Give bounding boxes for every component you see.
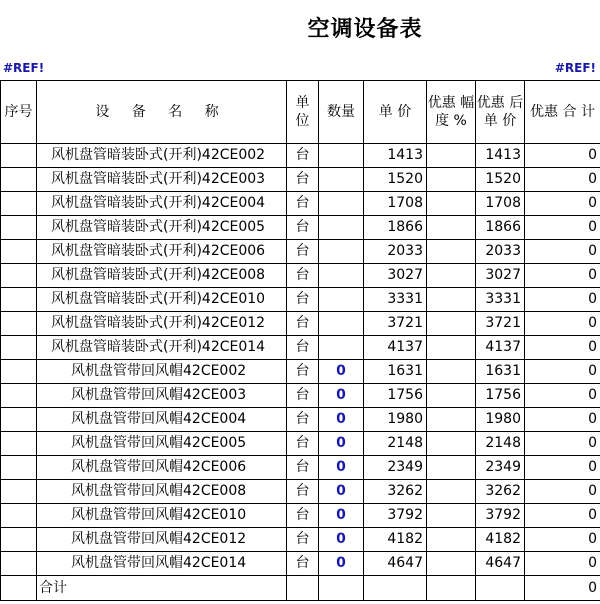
qty-cell[interactable]: 0 <box>319 456 364 480</box>
unit-cell[interactable]: 台 <box>287 144 319 168</box>
equipment-name[interactable]: 风机盘管暗装卧式(开利)42CE012 <box>37 312 287 336</box>
header-index: 序号 <box>1 81 37 144</box>
discount-price-cell[interactable]: 1980 <box>476 408 525 432</box>
qty-cell[interactable] <box>319 312 364 336</box>
index-cell[interactable] <box>1 432 37 456</box>
equipment-name[interactable]: 风机盘管带回风帽42CE004 <box>37 408 287 432</box>
price-cell[interactable]: 3721 <box>364 312 427 336</box>
discount-rate-cell[interactable] <box>427 168 476 192</box>
price-cell[interactable]: 4647 <box>364 552 427 576</box>
index-cell[interactable] <box>1 216 37 240</box>
qty-cell[interactable] <box>319 192 364 216</box>
table-row <box>1 528 600 552</box>
total-row <box>1 576 600 601</box>
qty-cell[interactable] <box>319 168 364 192</box>
discount-rate-cell[interactable] <box>427 408 476 432</box>
equipment-name[interactable]: 风机盘管暗装卧式(开利)42CE014 <box>37 336 287 360</box>
table-row <box>1 216 600 240</box>
discount-price-cell[interactable]: 2148 <box>476 432 525 456</box>
index-cell[interactable] <box>1 336 37 360</box>
price-cell[interactable]: 1520 <box>364 168 427 192</box>
discount-rate-cell[interactable] <box>427 216 476 240</box>
discount-total-cell[interactable]: 0 <box>525 528 600 552</box>
index-cell[interactable] <box>1 552 37 576</box>
table-row <box>1 240 600 264</box>
header-discount-price: 优惠 后单 价 <box>476 81 525 144</box>
discount-total-cell[interactable]: 0 <box>525 240 600 264</box>
discount-total-cell[interactable]: 0 <box>525 552 600 576</box>
discount-total-cell[interactable]: 0 <box>525 144 600 168</box>
index-cell[interactable] <box>1 144 37 168</box>
index-cell[interactable] <box>1 288 37 312</box>
discount-total-cell[interactable]: 0 <box>525 264 600 288</box>
total-qty-cell[interactable] <box>319 576 364 601</box>
index-cell[interactable] <box>1 384 37 408</box>
header-discount-rate: 优惠 幅度 % <box>427 81 476 144</box>
qty-cell[interactable]: 0 <box>319 552 364 576</box>
unit-cell[interactable]: 台 <box>287 384 319 408</box>
qty-cell[interactable]: 0 <box>319 432 364 456</box>
header-row <box>1 81 600 144</box>
equipment-name[interactable]: 风机盘管带回风帽42CE010 <box>37 504 287 528</box>
unit-cell[interactable]: 台 <box>287 288 319 312</box>
discount-price-cell[interactable]: 4137 <box>476 336 525 360</box>
table-row <box>1 336 600 360</box>
unit-cell[interactable]: 台 <box>287 432 319 456</box>
table-row <box>1 408 600 432</box>
discount-price-cell[interactable]: 3262 <box>476 480 525 504</box>
discount-rate-cell[interactable] <box>427 336 476 360</box>
discount-price-cell[interactable]: 2349 <box>476 456 525 480</box>
discount-rate-cell[interactable] <box>427 144 476 168</box>
discount-total-cell[interactable]: 0 <box>525 456 600 480</box>
table-row <box>1 432 600 456</box>
unit-cell[interactable]: 台 <box>287 240 319 264</box>
discount-price-cell[interactable]: 1413 <box>476 144 525 168</box>
table-row <box>1 552 600 576</box>
index-cell[interactable] <box>1 528 37 552</box>
discount-price-cell[interactable]: 3331 <box>476 288 525 312</box>
discount-rate-cell[interactable] <box>427 504 476 528</box>
equipment-name[interactable]: 风机盘管暗装卧式(开利)42CE005 <box>37 216 287 240</box>
price-cell[interactable]: 1708 <box>364 192 427 216</box>
header-name: 设 备 名 称 <box>37 81 287 144</box>
table-row <box>1 384 600 408</box>
price-cell[interactable]: 2349 <box>364 456 427 480</box>
equipment-name[interactable]: 风机盘管带回风帽42CE012 <box>37 528 287 552</box>
index-cell[interactable] <box>1 456 37 480</box>
total-index-cell[interactable] <box>1 576 37 601</box>
unit-cell[interactable]: 台 <box>287 456 319 480</box>
equipment-name[interactable]: 风机盘管暗装卧式(开利)42CE004 <box>37 192 287 216</box>
index-cell[interactable] <box>1 312 37 336</box>
price-cell[interactable]: 3262 <box>364 480 427 504</box>
equipment-name[interactable]: 风机盘管暗装卧式(开利)42CE006 <box>37 240 287 264</box>
total-rate-cell[interactable] <box>427 576 476 601</box>
discount-total-cell[interactable]: 0 <box>525 192 600 216</box>
discount-rate-cell[interactable] <box>427 528 476 552</box>
discount-price-cell[interactable]: 1520 <box>476 168 525 192</box>
table-row <box>1 264 600 288</box>
header-qty: 数量 <box>319 81 364 144</box>
discount-total-cell[interactable]: 0 <box>525 312 600 336</box>
discount-price-cell[interactable]: 2033 <box>476 240 525 264</box>
price-cell[interactable]: 2033 <box>364 240 427 264</box>
price-cell[interactable]: 3792 <box>364 504 427 528</box>
price-cell[interactable]: 4137 <box>364 336 427 360</box>
price-cell[interactable]: 1980 <box>364 408 427 432</box>
total-price-cell[interactable] <box>364 576 427 601</box>
equipment-name[interactable]: 风机盘管带回风帽42CE014 <box>37 552 287 576</box>
discount-rate-cell[interactable] <box>427 480 476 504</box>
discount-price-cell[interactable]: 1756 <box>476 384 525 408</box>
qty-cell[interactable]: 0 <box>319 360 364 384</box>
unit-cell[interactable]: 台 <box>287 408 319 432</box>
price-cell[interactable]: 1413 <box>364 144 427 168</box>
discount-total-cell[interactable]: 0 <box>525 216 600 240</box>
price-cell[interactable]: 2148 <box>364 432 427 456</box>
discount-rate-cell[interactable] <box>427 456 476 480</box>
discount-total-cell[interactable]: 0 <box>525 360 600 384</box>
table-row <box>1 456 600 480</box>
unit-cell[interactable]: 台 <box>287 480 319 504</box>
index-cell[interactable] <box>1 408 37 432</box>
index-cell[interactable] <box>1 264 37 288</box>
discount-total-cell[interactable]: 0 <box>525 504 600 528</box>
equipment-name[interactable]: 风机盘管暗装卧式(开利)42CE003 <box>37 168 287 192</box>
equipment-name[interactable]: 风机盘管带回风帽42CE003 <box>37 384 287 408</box>
qty-cell[interactable] <box>319 264 364 288</box>
discount-rate-cell[interactable] <box>427 552 476 576</box>
unit-cell[interactable]: 台 <box>287 312 319 336</box>
discount-total-cell[interactable]: 0 <box>525 432 600 456</box>
total-discount-price-cell[interactable] <box>476 576 525 601</box>
equipment-name[interactable]: 风机盘管暗装卧式(开利)42CE008 <box>37 264 287 288</box>
equipment-name[interactable]: 风机盘管带回风帽42CE005 <box>37 432 287 456</box>
unit-cell[interactable]: 台 <box>287 504 319 528</box>
qty-cell[interactable] <box>319 288 364 312</box>
table-row <box>1 144 600 168</box>
qty-cell[interactable]: 0 <box>319 480 364 504</box>
unit-cell[interactable]: 台 <box>287 336 319 360</box>
unit-cell[interactable]: 台 <box>287 264 319 288</box>
index-cell[interactable] <box>1 168 37 192</box>
table-row <box>1 504 600 528</box>
table-row <box>1 192 600 216</box>
equipment-table <box>0 80 600 601</box>
total-unit-cell[interactable] <box>287 576 319 601</box>
price-cell[interactable]: 3027 <box>364 264 427 288</box>
discount-rate-cell[interactable] <box>427 384 476 408</box>
discount-price-cell[interactable]: 3792 <box>476 504 525 528</box>
ref-error-left: #REF! <box>3 61 45 75</box>
qty-cell[interactable] <box>319 240 364 264</box>
equipment-name[interactable]: 风机盘管暗装卧式(开利)42CE010 <box>37 288 287 312</box>
unit-cell[interactable]: 台 <box>287 168 319 192</box>
discount-rate-cell[interactable] <box>427 432 476 456</box>
discount-rate-cell[interactable] <box>427 240 476 264</box>
equipment-name[interactable]: 风机盘管带回风帽42CE008 <box>37 480 287 504</box>
qty-cell[interactable] <box>319 216 364 240</box>
discount-rate-cell[interactable] <box>427 360 476 384</box>
index-cell[interactable] <box>1 504 37 528</box>
index-cell[interactable] <box>1 360 37 384</box>
discount-rate-cell[interactable] <box>427 288 476 312</box>
equipment-name[interactable]: 风机盘管带回风帽42CE002 <box>37 360 287 384</box>
price-cell[interactable]: 3331 <box>364 288 427 312</box>
discount-price-cell[interactable]: 1708 <box>476 192 525 216</box>
qty-cell[interactable] <box>319 144 364 168</box>
qty-cell[interactable]: 0 <box>319 528 364 552</box>
discount-total-cell[interactable]: 0 <box>525 408 600 432</box>
unit-cell[interactable]: 台 <box>287 216 319 240</box>
price-cell[interactable]: 1631 <box>364 360 427 384</box>
table-row <box>1 168 600 192</box>
discount-rate-cell[interactable] <box>427 312 476 336</box>
index-cell[interactable] <box>1 480 37 504</box>
unit-cell[interactable]: 台 <box>287 360 319 384</box>
table-row <box>1 312 600 336</box>
total-label[interactable]: 合计 <box>37 576 287 601</box>
discount-rate-cell[interactable] <box>427 264 476 288</box>
table-row <box>1 288 600 312</box>
unit-cell[interactable]: 台 <box>287 192 319 216</box>
discount-total-cell[interactable]: 0 <box>525 384 600 408</box>
equipment-name[interactable]: 风机盘管暗装卧式(开利)42CE002 <box>37 144 287 168</box>
discount-price-cell[interactable]: 3027 <box>476 264 525 288</box>
qty-cell[interactable]: 0 <box>319 408 364 432</box>
table-row <box>1 360 600 384</box>
discount-price-cell[interactable]: 1631 <box>476 360 525 384</box>
discount-rate-cell[interactable] <box>427 192 476 216</box>
index-cell[interactable] <box>1 240 37 264</box>
qty-cell[interactable]: 0 <box>319 504 364 528</box>
discount-total-cell[interactable]: 0 <box>525 168 600 192</box>
discount-price-cell[interactable]: 4182 <box>476 528 525 552</box>
discount-price-cell[interactable]: 3721 <box>476 312 525 336</box>
unit-cell[interactable]: 台 <box>287 528 319 552</box>
discount-total-cell[interactable]: 0 <box>525 288 600 312</box>
header-price: 单 价 <box>364 81 427 144</box>
discount-price-cell[interactable]: 4647 <box>476 552 525 576</box>
header-unit: 单 位 <box>287 81 319 144</box>
discount-total-cell[interactable]: 0 <box>525 336 600 360</box>
header-discount-total: 优惠 合 计 <box>525 81 600 144</box>
price-cell[interactable]: 1866 <box>364 216 427 240</box>
unit-cell[interactable]: 台 <box>287 552 319 576</box>
index-cell[interactable] <box>1 192 37 216</box>
discount-total-cell[interactable]: 0 <box>525 480 600 504</box>
price-cell[interactable]: 1756 <box>364 384 427 408</box>
page-title: 空调设备表 <box>307 17 423 42</box>
table-row <box>1 480 600 504</box>
total-value[interactable]: 0 <box>525 576 600 601</box>
discount-price-cell[interactable]: 1866 <box>476 216 525 240</box>
price-cell[interactable]: 4182 <box>364 528 427 552</box>
qty-cell[interactable]: 0 <box>319 384 364 408</box>
qty-cell[interactable] <box>319 336 364 360</box>
equipment-name[interactable]: 风机盘管带回风帽42CE006 <box>37 456 287 480</box>
ref-error-right: #REF! <box>554 61 596 75</box>
